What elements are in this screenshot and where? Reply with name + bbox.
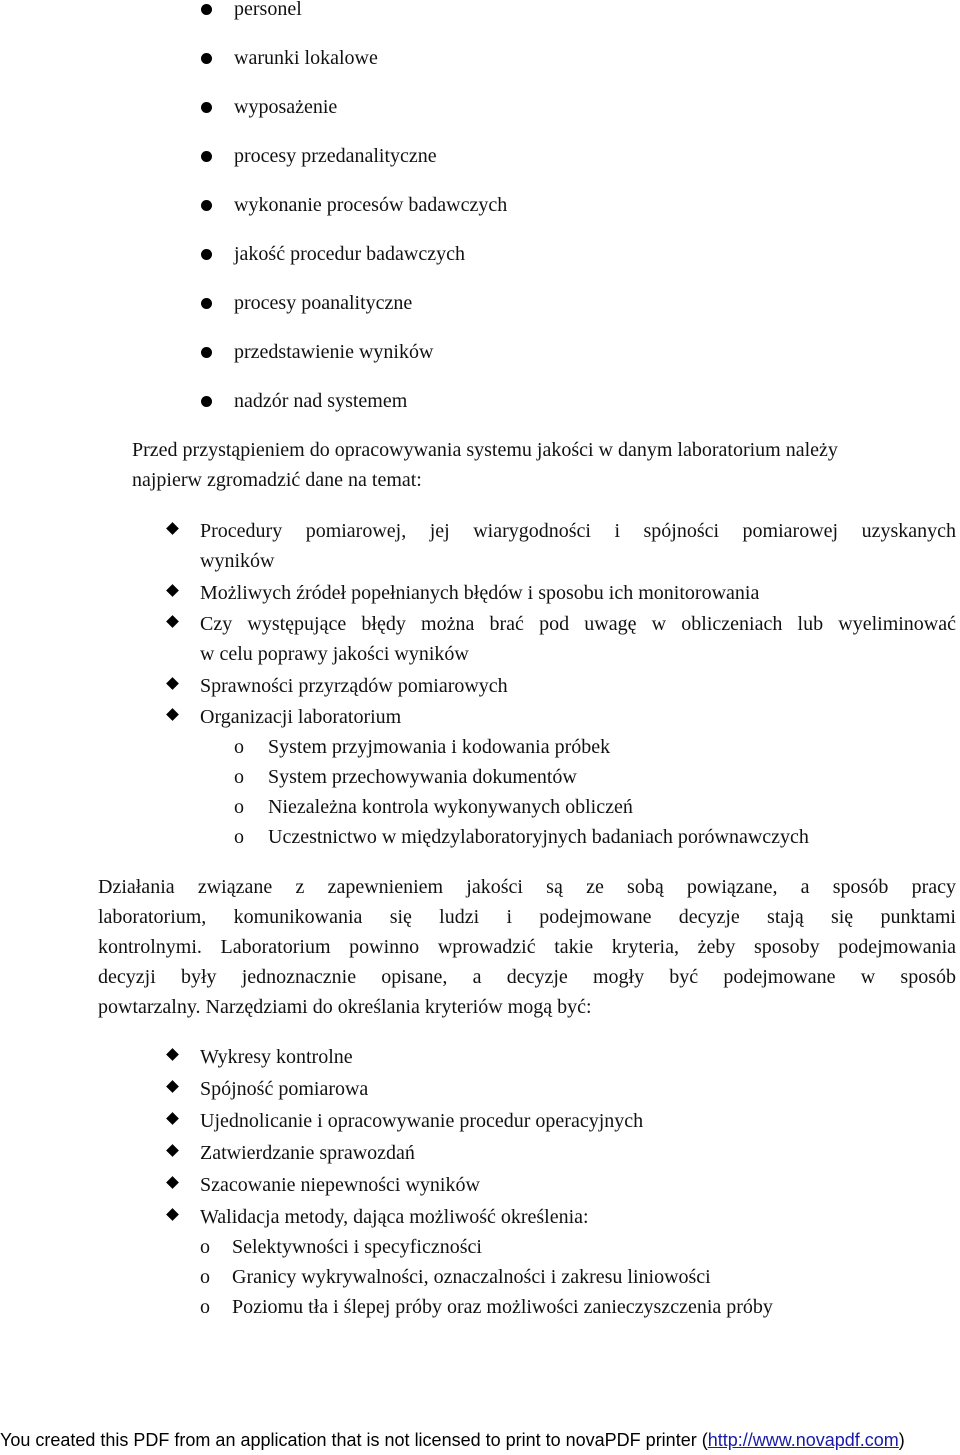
list-item: Ujednolicanie i opracowywanie procedur operacyjnych xyxy=(200,1110,644,1132)
diamond-bullet-icon xyxy=(166,583,179,600)
circle-bullet-icon: o xyxy=(200,1236,210,1258)
list-item-continuation: wyników xyxy=(200,550,275,572)
list-item: Uczestnictwo w międzylaboratoryjnych badaniach porównawczych xyxy=(268,826,809,848)
footer-close: ) xyxy=(898,1430,905,1450)
footer-text: You created this PDF from an application that is not licensed to print to novaPDF printer ( xyxy=(0,1430,708,1450)
paragraph-line: laboratorium, komunikowania się ludzi i podejmowane decyzje stają się punktami xyxy=(98,906,956,928)
list-item: Organizacji laboratorium xyxy=(200,706,402,728)
bullet-icon xyxy=(201,102,212,113)
footer-notice xyxy=(0,1428,960,1455)
diamond-bullet-icon xyxy=(166,614,179,631)
circle-bullet-icon: o xyxy=(200,1296,210,1318)
list-item: Zatwierdzanie sprawozdań xyxy=(200,1142,415,1164)
list-item: przedstawienie wyników xyxy=(234,341,434,363)
list-item: wyposażenie xyxy=(234,96,338,118)
circle-bullet-icon: o xyxy=(234,826,244,848)
diamond-bullet-icon xyxy=(166,676,179,693)
intro-paragraph-line: Przed przystąpieniem do opracowywania systemu jakości w danym laboratorium należy xyxy=(132,439,838,461)
paragraph-line: powtarzalny. Narzędziami do określania kryteriów mogą być: xyxy=(98,996,592,1018)
diamond-bullet-icon xyxy=(166,1111,179,1128)
intro-paragraph-line: najpierw zgromadzić dane na temat: xyxy=(132,469,422,491)
list-item: personel xyxy=(234,0,302,20)
circle-bullet-icon: o xyxy=(234,736,244,758)
bullet-icon xyxy=(201,200,212,211)
list-item: Sprawności przyrządów pomiarowych xyxy=(200,675,508,697)
list-item: procesy przedanalityczne xyxy=(234,145,437,167)
diamond-bullet-icon xyxy=(166,1079,179,1096)
list-item: Możliwych źródeł popełnianych błędów i sposobu ich monitorowania xyxy=(200,582,760,604)
circle-bullet-icon: o xyxy=(234,766,244,788)
list-item: System przyjmowania i kodowania próbek xyxy=(268,736,611,758)
list-item: Szacowanie niepewności wyników xyxy=(200,1174,480,1196)
circle-bullet-icon: o xyxy=(200,1266,210,1288)
bullet-icon xyxy=(201,53,212,64)
list-item: System przechowywania dokumentów xyxy=(268,766,577,788)
bullet-icon xyxy=(201,347,212,358)
list-item: jakość procedur badawczych xyxy=(234,243,465,265)
list-item: nadzór nad systemem xyxy=(234,390,408,412)
bullet-icon xyxy=(201,249,212,260)
circle-bullet-icon: o xyxy=(234,796,244,818)
list-item: Poziomu tła i ślepej próby oraz możliwości zanieczyszczenia próby xyxy=(232,1296,773,1318)
bullet-icon xyxy=(201,151,212,162)
list-item: warunki lokalowe xyxy=(234,47,378,69)
list-item: wykonanie procesów badawczych xyxy=(234,194,508,216)
diamond-bullet-icon xyxy=(166,1143,179,1160)
diamond-bullet-icon xyxy=(166,1047,179,1064)
diamond-bullet-icon xyxy=(166,1207,179,1224)
list-item: procesy poanalityczne xyxy=(234,292,413,314)
bullet-icon xyxy=(201,396,212,407)
list-item-continuation: w celu poprawy jakości wyników xyxy=(200,643,469,665)
list-item: Selektywności i specyficzności xyxy=(232,1236,482,1258)
bullet-icon xyxy=(201,4,212,15)
paragraph-line: kontrolnymi. Laboratorium powinno wprowadzić takie kryteria, żeby sposoby podejmowania xyxy=(98,936,956,958)
paragraph-line: Działania związane z zapewnieniem jakości są ze sobą powiązane, a sposób pracy xyxy=(98,876,956,898)
diamond-bullet-icon xyxy=(166,707,179,724)
bullet-icon xyxy=(201,298,212,309)
list-item: Procedury pomiarowej, jej wiarygodności i spójności pomiarowej uzyskanych xyxy=(200,520,956,542)
list-item: Spójność pomiarowa xyxy=(200,1078,369,1100)
footer-link[interactable]: http://www.novapdf.com xyxy=(707,1430,899,1450)
list-item: Granicy wykrywalności, oznaczalności i zakresu liniowości xyxy=(232,1266,711,1288)
paragraph-line: decyzji były jednoznacznie opisane, a decyzje mogły być podejmowane w sposób xyxy=(98,966,956,988)
list-item: Czy występujące błędy można brać pod uwagę w obliczeniach lub wyeliminować xyxy=(200,613,956,635)
list-item: Wykresy kontrolne xyxy=(200,1046,353,1068)
list-item: Niezależna kontrola wykonywanych obliczeń xyxy=(268,796,633,818)
list-item: Walidacja metody, dająca możliwość określenia: xyxy=(200,1206,589,1228)
diamond-bullet-icon xyxy=(166,521,179,538)
diamond-bullet-icon xyxy=(166,1175,179,1192)
